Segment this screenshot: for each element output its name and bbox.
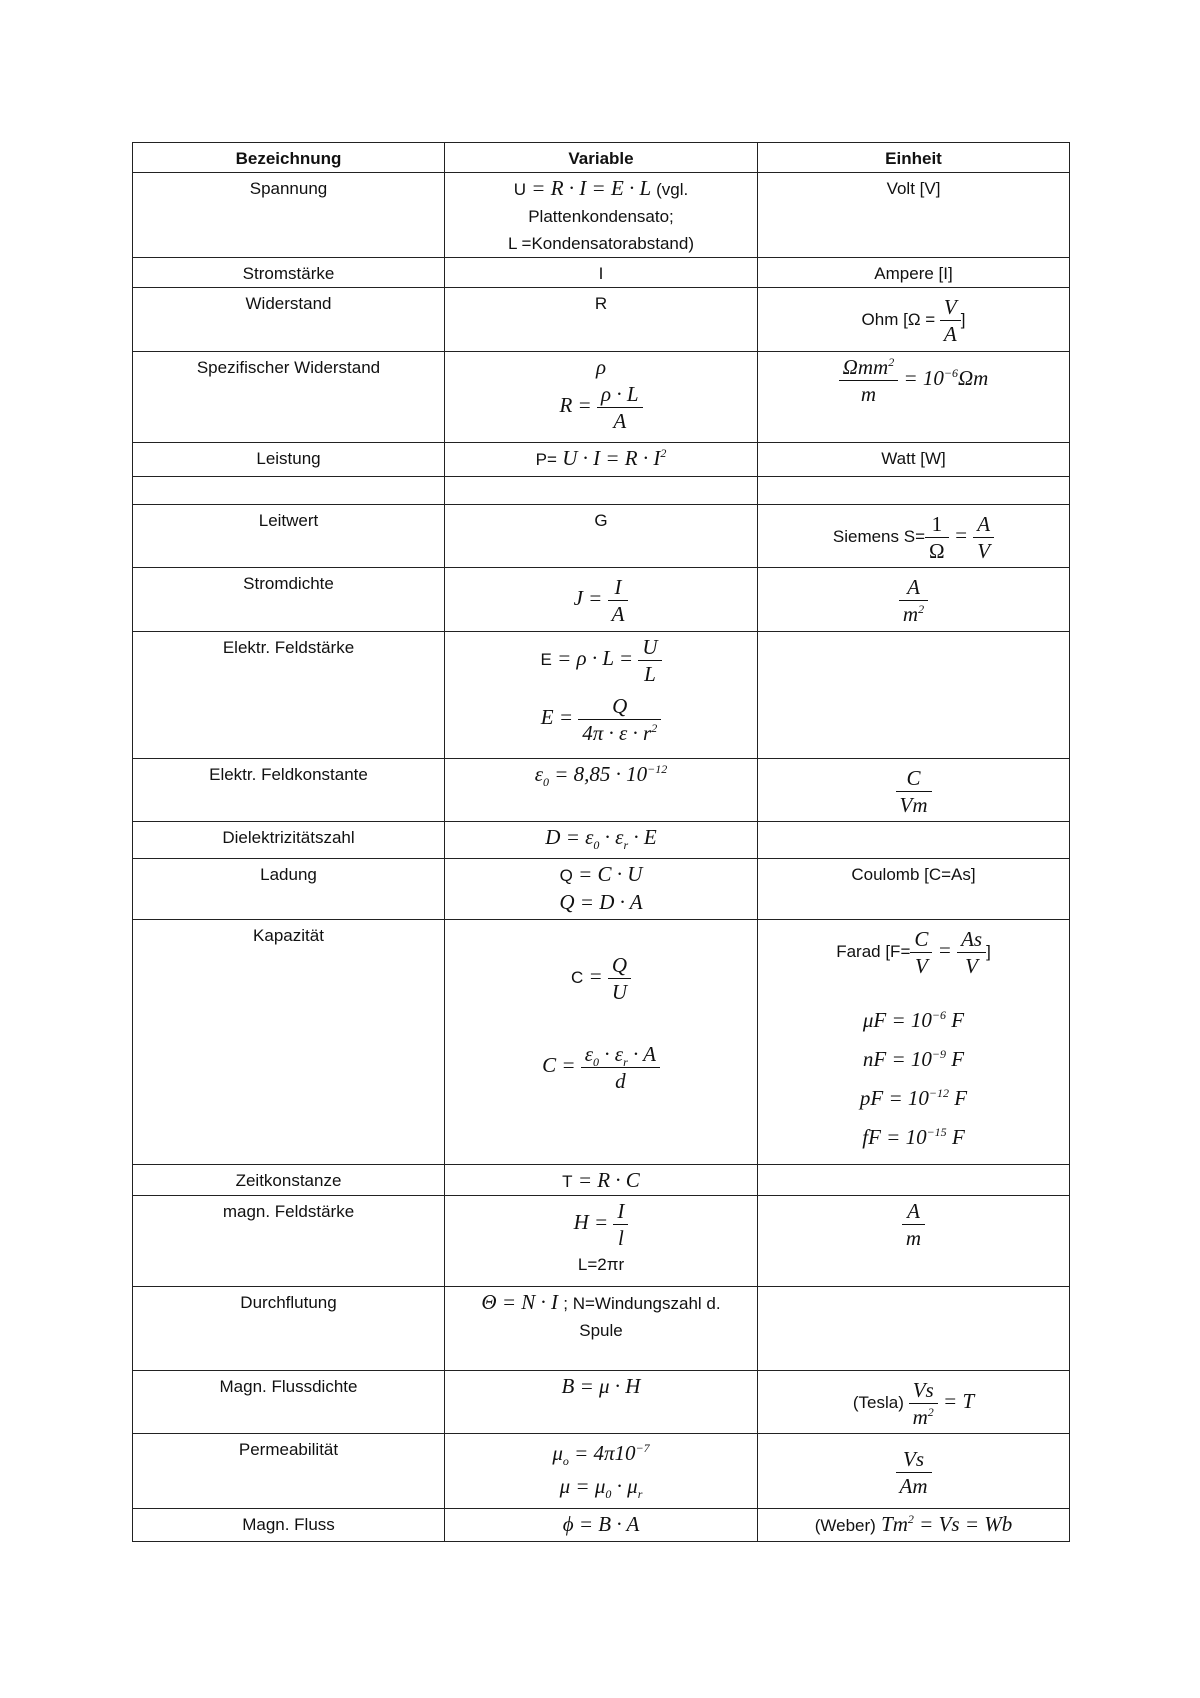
row-variable: U = R · I = E · L (vgl. Plattenkondensato; L =Kondensatorabstand): [445, 173, 758, 258]
row-variable: B = μ · H: [445, 1371, 758, 1434]
row-unit: $\frac{A}{m^2}$: [758, 568, 1070, 632]
row-unit: Volt [V]: [758, 173, 1070, 258]
row-name: Spannung: [133, 173, 445, 258]
row-name: Kapazität: [133, 920, 445, 1165]
row-variable: $\mu_o = 4\pi 10^{-7}$ $\mu = \mu_0 \cdot \mu_r$: [445, 1434, 758, 1509]
row-variable: T = R · C: [445, 1165, 758, 1196]
table-row: [133, 1165, 1070, 1196]
table-row: [133, 1434, 1070, 1509]
table-header-row: [133, 143, 1070, 173]
row-name: Magn. Flussdichte: [133, 1371, 445, 1434]
row-name: magn. Feldstärke: [133, 1196, 445, 1287]
table-row: [133, 822, 1070, 859]
table-row: [133, 859, 1070, 920]
row-variable: ρ R = $\frac{\rho \cdot L}{A}$: [445, 352, 758, 443]
table-row: [133, 920, 1070, 1165]
row-name: Elektr. Feldkonstante: [133, 759, 445, 822]
row-unit: Ampere [I]: [758, 258, 1070, 288]
table-row: [133, 443, 1070, 477]
row-unit: $\frac{Vs}{Am}$: [758, 1434, 1070, 1509]
row-name: Elektr. Feldstärke: [133, 632, 445, 759]
row-name: Spezifischer Widerstand: [133, 352, 445, 443]
row-unit: $\frac{C}{Vm}$: [758, 759, 1070, 822]
row-variable: E = ρ · L = $\frac{U}{L}$ E = $\frac{Q}{4\pi \cdot \varepsilon \cdot r^2}$: [445, 632, 758, 759]
row-name: Dielektrizitätszahl: [133, 822, 445, 859]
row-variable: G: [445, 505, 758, 568]
row-name: Stromdichte: [133, 568, 445, 632]
row-variable: H = $\frac{I}{l}$ L=2πr: [445, 1196, 758, 1287]
table-row-empty: [133, 477, 1070, 505]
row-unit: $\frac{A}{m}$: [758, 1196, 1070, 1287]
row-variable: Q = C · U Q = D · A: [445, 859, 758, 920]
row-variable: Θ = N · I ; N=Windungszahl d. Spule: [445, 1287, 758, 1371]
row-unit: Farad [F= $\frac{C}{V}$ = $\frac{As}{V}$ ] $\mu F = 10^{-6}$ F nF = $10^{-9}$ F pF = $10^{-12}$ F fF = $10^{-15}$ F: [758, 920, 1070, 1165]
row-name: Leistung: [133, 443, 445, 477]
header-variable: Variable: [445, 143, 758, 173]
row-unit: (Weber) $Tm^2 = Vs = Wb$: [758, 1509, 1070, 1542]
row-name: Durchflutung: [133, 1287, 445, 1371]
row-variable: $D = \varepsilon_0 \cdot \varepsilon_r \cdot E$: [445, 822, 758, 859]
table-row: [133, 1196, 1070, 1287]
row-name: Zeitkonstanze: [133, 1165, 445, 1196]
row-variable: C = $\frac{Q}{U}$ C = $\frac{\varepsilon_0 \cdot \varepsilon_r \cdot A}{d}$: [445, 920, 758, 1165]
row-name: Permeabilität: [133, 1434, 445, 1509]
row-unit: $\frac{\Omega mm^2}{m}$ = $10^{-6}\Omega m$: [758, 352, 1070, 443]
row-name: Leitwert: [133, 505, 445, 568]
row-name: Ladung: [133, 859, 445, 920]
table-row: [133, 1287, 1070, 1371]
row-variable: J = $\frac{I}{A}$: [445, 568, 758, 632]
row-variable: ϕ = B · A: [445, 1509, 758, 1542]
row-unit: Siemens S= $\frac{1}{\Omega}$ = $\frac{A}{V}$: [758, 505, 1070, 568]
row-variable: $\varepsilon_0 = 8,85 \cdot 10^{-12}$: [445, 759, 758, 822]
formula-table: [132, 142, 1070, 1542]
table-row: [133, 1371, 1070, 1434]
table-row: [133, 759, 1070, 822]
row-unit: (Tesla) $\frac{Vs}{m^2}$ = T: [758, 1371, 1070, 1434]
table-row: [133, 505, 1070, 568]
table-row: [133, 288, 1070, 352]
row-name: Magn. Fluss: [133, 1509, 445, 1542]
header-bezeichnung: Bezeichnung: [133, 143, 445, 173]
row-unit: Coulomb [C=As]: [758, 859, 1070, 920]
table-row: [133, 352, 1070, 443]
row-variable: R: [445, 288, 758, 352]
table-row: [133, 632, 1070, 759]
table-row: [133, 1509, 1070, 1542]
row-unit: Ohm [Ω = $\frac{V}{A}$ ]: [758, 288, 1070, 352]
table-row: [133, 568, 1070, 632]
table-row: [133, 173, 1070, 258]
row-name: Widerstand: [133, 288, 445, 352]
header-einheit: Einheit: [758, 143, 1070, 173]
row-variable: I: [445, 258, 758, 288]
row-name: Stromstärke: [133, 258, 445, 288]
row-unit: Watt [W]: [758, 443, 1070, 477]
row-variable: $P= U \cdot I = R \cdot I^2$: [445, 443, 758, 477]
table-row: [133, 258, 1070, 288]
